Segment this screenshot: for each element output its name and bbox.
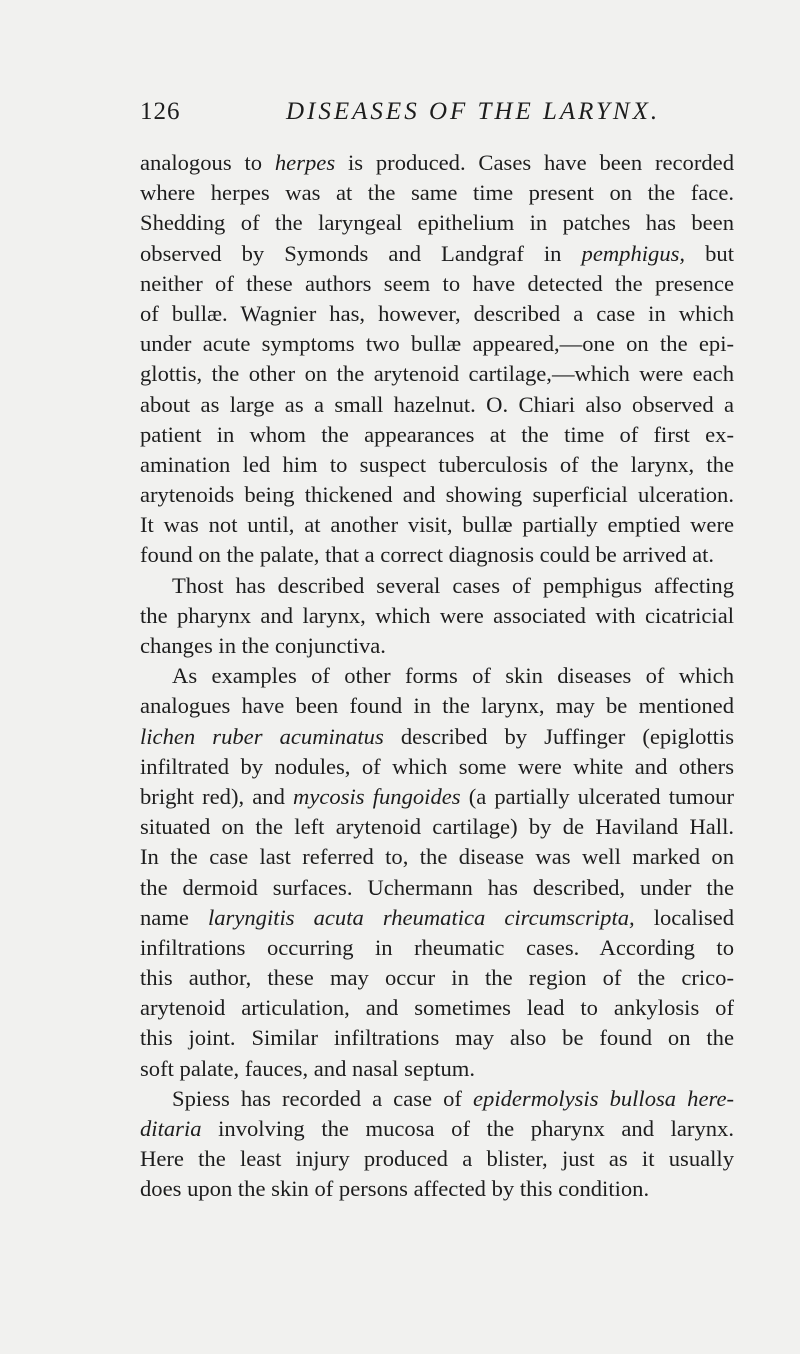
italic-term: mycosis fungoides — [293, 783, 461, 809]
text-run: arytenoids being thickened and showing superficial ulceration. — [140, 482, 734, 508]
text-line — [140, 1023, 734, 1053]
text-run: analogues have been found in the larynx, may be mentioned — [140, 693, 734, 719]
text-run: described by Juffinger (epiglottis — [383, 723, 734, 749]
text-line — [140, 390, 734, 420]
italic-term: ditaria — [140, 1116, 202, 1141]
text-line — [140, 208, 734, 238]
italic-term: laryngitis acuta rheumatica circumscripta, — [207, 904, 635, 930]
text-line — [140, 420, 734, 450]
text-run: involving the mucosa of the pharynx and larynx. — [201, 1116, 734, 1141]
text-run: this joint. Similar infiltrations may also be found on the — [140, 1025, 734, 1051]
text-run: glottis, the other on the arytenoid cartilage,—which were each — [140, 361, 734, 387]
text-run: about as large as a small hazelnut. O. Chiari also observed a — [140, 391, 734, 417]
text-run: name — [140, 904, 208, 930]
text-line — [140, 1054, 734, 1084]
running-title: DISEASES OF THE LARYNX. — [286, 98, 661, 125]
text-line — [140, 450, 734, 480]
text-line — [140, 299, 734, 329]
running-head — [140, 98, 734, 134]
text-run: It was not until, at another visit, bullæ partially emptied were — [140, 512, 734, 538]
text-run: arytenoid articulation, and sometimes lead to ankylosis of — [140, 995, 734, 1021]
text-run: analogous to — [140, 150, 275, 175]
text-line — [140, 903, 734, 933]
text-line — [140, 1114, 734, 1144]
text-run: this author, these may occur in the region of the crico- — [140, 965, 734, 991]
italic-term: pemphigus, — [581, 240, 686, 266]
text-run: infiltrations occurring in rheumatic cases. According to — [140, 934, 734, 960]
text-run: Thost has described several cases of pemphigus affecting — [172, 572, 734, 598]
text-line — [140, 148, 734, 178]
text-line — [140, 752, 734, 782]
text-line — [140, 873, 734, 903]
italic-term: herpes — [274, 150, 336, 175]
text-run: observed by Symonds and Landgraf in — [140, 240, 582, 266]
text-run: the pharynx and larynx, which were associated with cicatricial — [140, 602, 734, 628]
text-line — [140, 722, 734, 752]
italic-term: epidermolysis bullosa here- — [473, 1085, 734, 1111]
text-run: neither of these authors seem to have detected the presence — [140, 270, 734, 296]
text-line — [140, 510, 734, 540]
text-run: where herpes was at the same time present on the face. — [140, 180, 734, 206]
text-line — [140, 359, 734, 389]
text-run: localised — [634, 904, 734, 930]
text-line — [140, 661, 734, 691]
text-run: situated on the left arytenoid cartilage) by de Haviland Hall. — [140, 814, 734, 840]
text-run: infiltrated by nodules, of which some were white and others — [140, 753, 734, 779]
text-line — [140, 1144, 734, 1174]
text-run: under acute symptoms two bullæ appeared,—one on the epi- — [140, 331, 734, 357]
text-line — [140, 812, 734, 842]
text-line — [140, 601, 734, 631]
text-line — [140, 1174, 734, 1204]
text-line — [140, 933, 734, 963]
text-line — [140, 269, 734, 299]
text-run: of bullæ. Wagnier has, however, described a case in which — [140, 300, 734, 326]
text-line — [140, 480, 734, 510]
text-line — [140, 1084, 734, 1114]
text-run: the dermoid surfaces. Uchermann has described, under the — [140, 874, 734, 900]
text-run: but — [685, 240, 734, 266]
text-run: amination led him to suspect tuberculosis of the larynx, the — [140, 451, 734, 477]
text-line — [140, 631, 734, 661]
text-run: does upon the skin of persons affected by this condition. — [140, 1176, 650, 1202]
text-line — [140, 178, 734, 208]
text-line — [140, 782, 734, 812]
text-line — [140, 842, 734, 872]
text-run: Spiess has recorded a case of — [172, 1085, 473, 1111]
body-text — [140, 148, 734, 1205]
text-line — [140, 540, 734, 570]
text-line — [140, 329, 734, 359]
text-run: found on the palate, that a correct diagnosis could be arrived at. — [140, 542, 715, 568]
text-run: Here the least injury produced a blister, just as it usually — [140, 1146, 734, 1172]
text-line — [140, 239, 734, 269]
text-run: In the case last referred to, the disease was well marked on — [140, 844, 734, 870]
text-line — [140, 571, 734, 601]
text-run: Shedding of the laryngeal epithelium in patches has been — [140, 210, 734, 236]
text-run: patient in whom the appearances at the time of first ex- — [140, 421, 734, 447]
text-line — [140, 963, 734, 993]
text-run: (a partially ulcerated tumour — [460, 783, 734, 809]
text-run: is produced. Cases have been recorded — [335, 150, 734, 175]
text-run: changes in the conjunctiva. — [140, 633, 386, 658]
page-number: 126 — [140, 98, 181, 125]
text-run: soft palate, fauces, and nasal septum. — [140, 1055, 476, 1081]
text-line — [140, 691, 734, 721]
text-run: As examples of other forms of skin diseases of which — [172, 663, 734, 689]
text-run: bright red), and — [140, 783, 294, 809]
text-line — [140, 993, 734, 1023]
italic-term: lichen ruber acuminatus — [140, 723, 384, 749]
